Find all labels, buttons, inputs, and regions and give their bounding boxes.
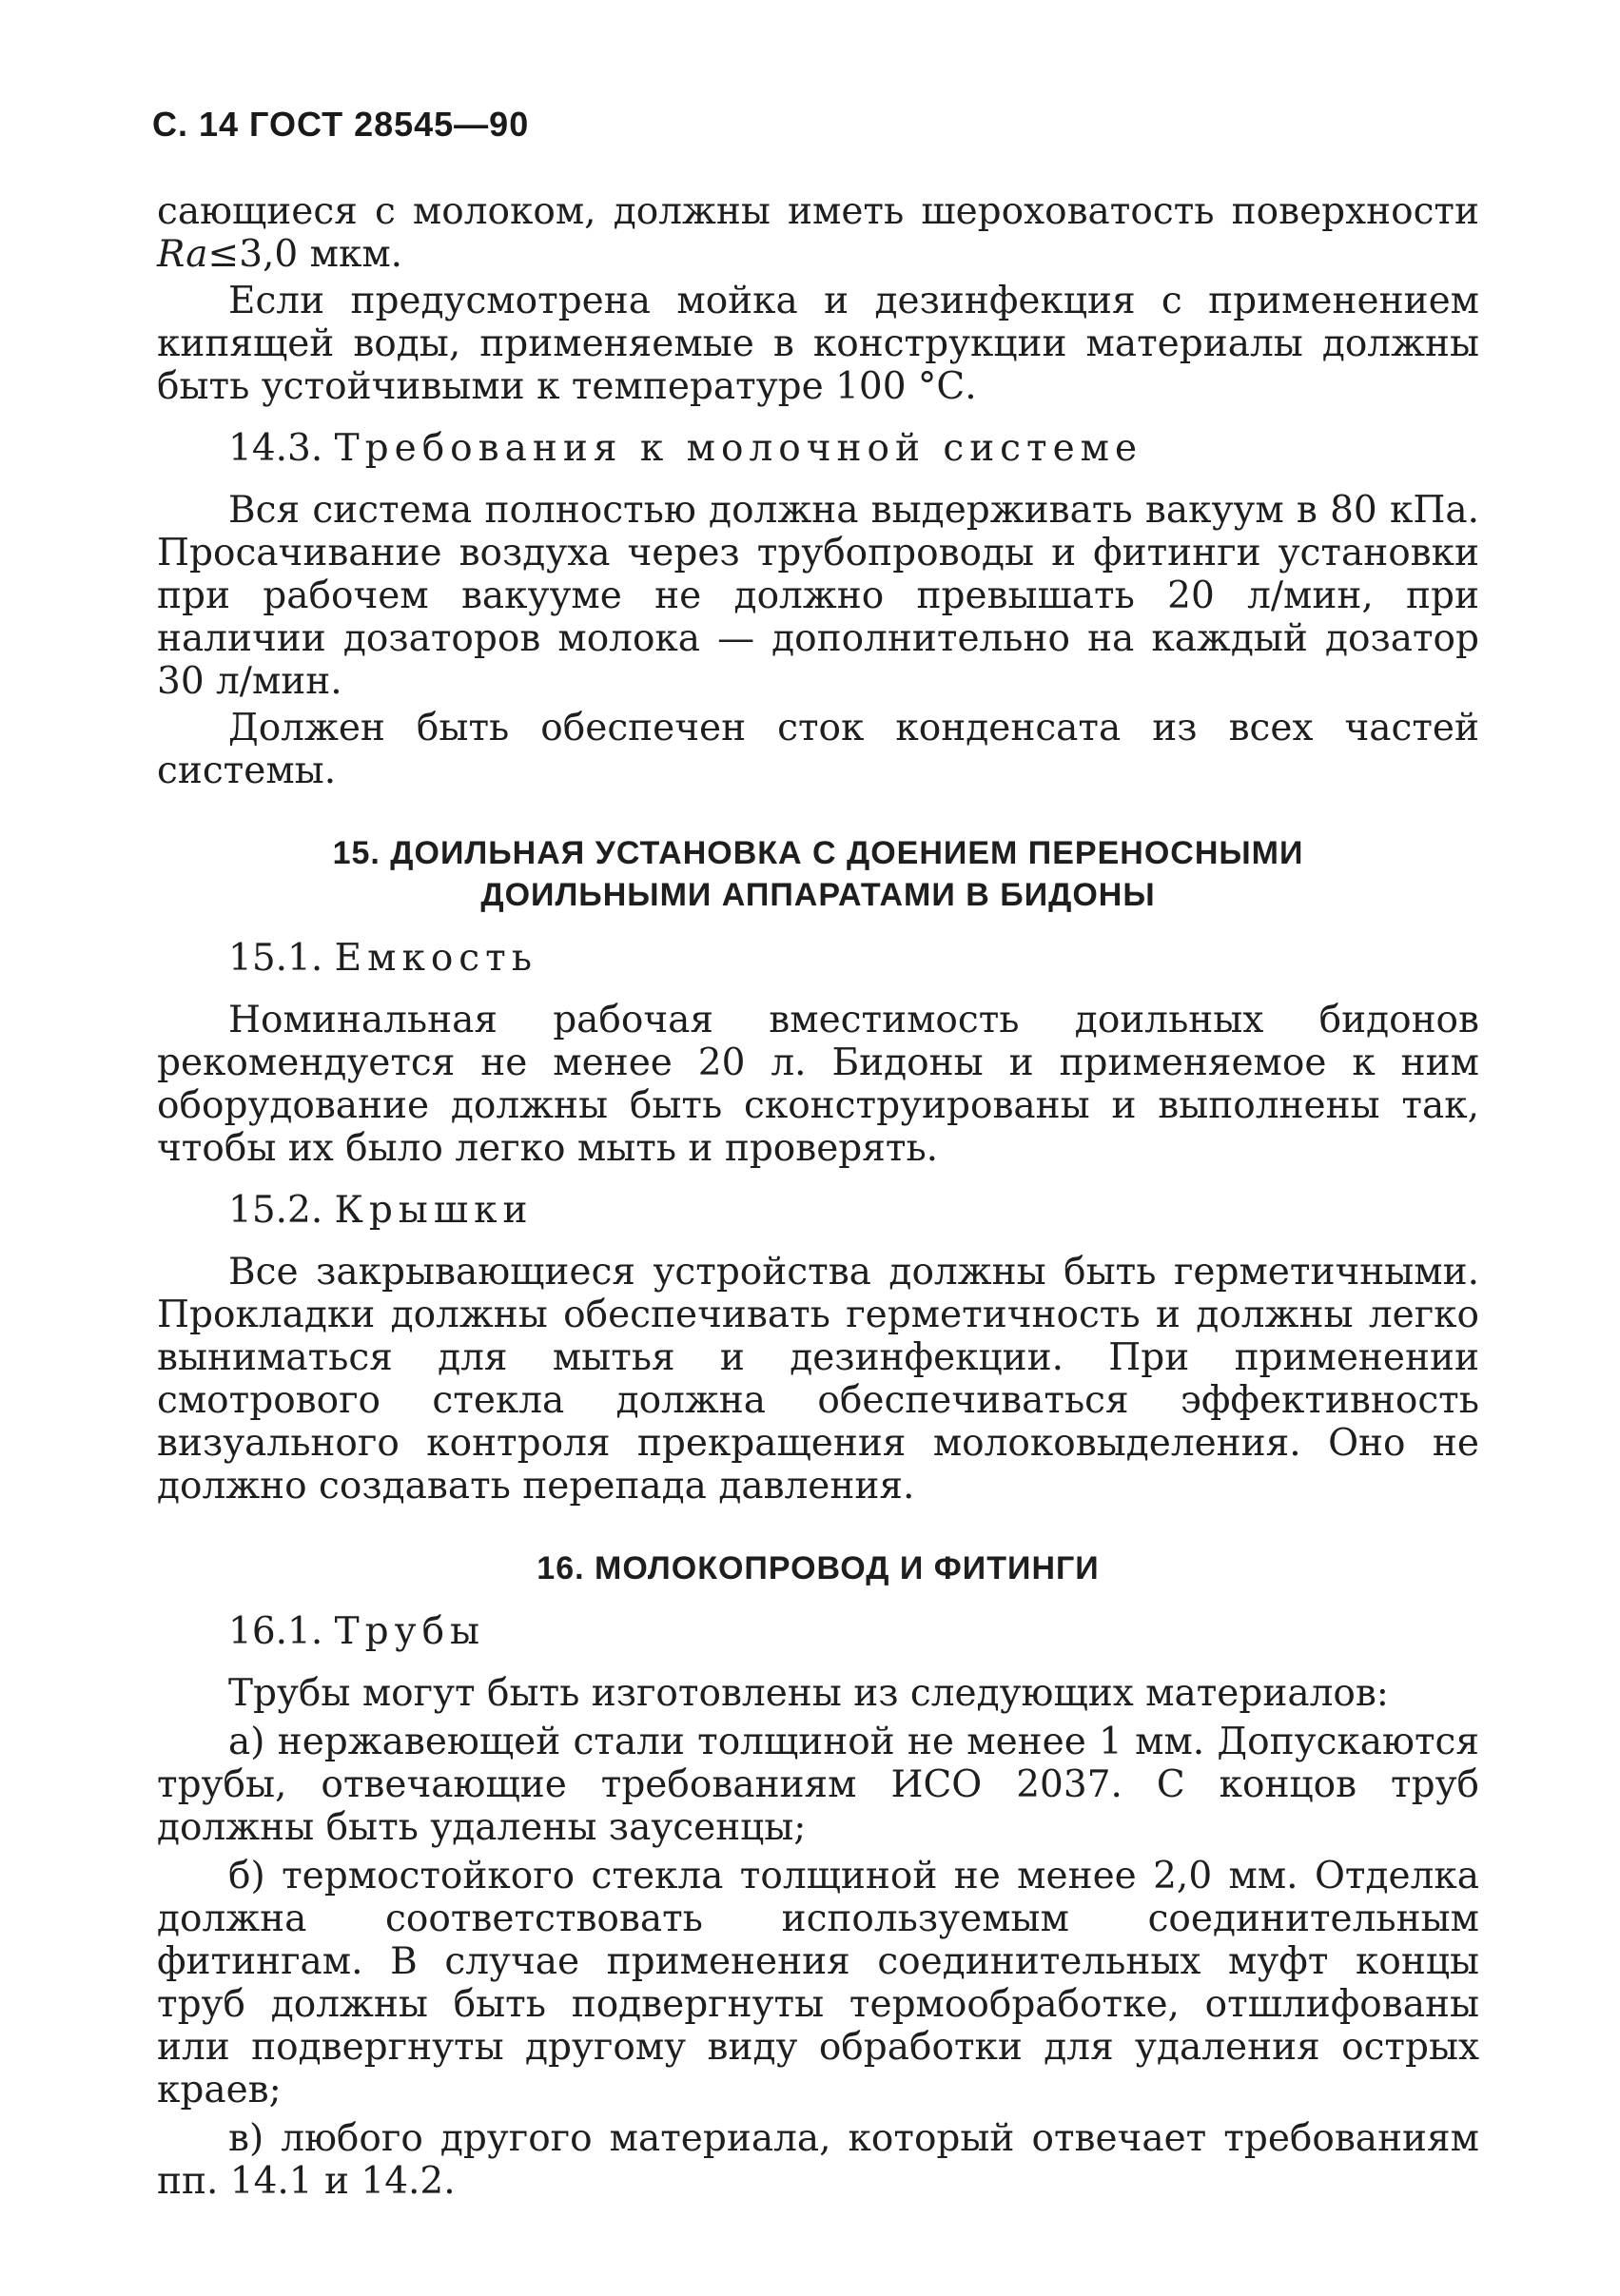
roughness-symbol: Ra <box>157 233 208 276</box>
section-15-heading <box>157 832 1479 916</box>
roughness-value: ≤3,0 мкм. <box>207 233 403 276</box>
subsection-15-1-heading <box>157 937 1479 980</box>
subsection-15-1-title: Емкость <box>334 937 537 980</box>
document-body <box>157 190 1479 2203</box>
subsection-14-3-number: 14.3. <box>228 427 323 470</box>
paragraph-lids: Все закрывающиеся устройства должны быть герметичными. Прокладки должны обеспечивать герметичность и должны легко выниматься для мытья и дезинфекции. При применении смотрового стекла должна обеспечиваться эффективность визуального контроля прекращения молоковыделения. Оно не должно создавать перепада давления. <box>157 1251 1479 1508</box>
list-item-c: в) любого другого материала, который отвечает требованиям пп. 14.1 и 14.2. <box>157 2117 1479 2203</box>
subsection-15-1-number: 15.1. <box>228 937 323 980</box>
section-15-line-2: ДОИЛЬНЫМИ АППАРАТАМИ В БИДОНЫ <box>480 877 1156 913</box>
page-header: С. 14 ГОСТ 28545—90 <box>152 105 530 144</box>
subsection-14-3-title: Требования к молочной системе <box>334 427 1143 470</box>
paragraph-capacity: Номинальная рабочая вместимость доильных бидонов рекомендуется не менее 20 л. Бидоны и применяемое к ним оборудование должны быть сконструированы и выполнены так, чтобы их было легко мыть и проверять. <box>157 999 1479 1170</box>
subsection-15-2-heading <box>157 1189 1479 1232</box>
list-item-b: б) термостойкого стекла толщиной не менее 2,0 мм. Отделка должна соответствовать используемым соединительным фитингам. В случае применения соединительных муфт концы труб должны быть подвергнуты термообработке, отшлифованы или подвергнуты другому виду обработки для удаления острых краев; <box>157 1855 1479 2111</box>
section-16-heading: 16. МОЛОКОПРОВОД И ФИТИНГИ <box>537 1550 1100 1586</box>
paragraph-vacuum: Вся система полностью должна выдерживать вакуум в 80 кПа. Просачивание воздуха через трубопроводы и фитинги установки при рабочем вакууме не должно превышать 20 л/мин, при наличии дозаторов молока — дополнительно на каждый дозатор 30 л/мин. <box>157 489 1479 703</box>
paragraph-condensate: Должен быть обеспечен сток конденсата из всех частей системы. <box>157 707 1479 792</box>
subsection-16-1-heading <box>157 1610 1479 1653</box>
subsection-16-1-number: 16.1. <box>228 1610 323 1653</box>
list-item-a: а) нержавеющей стали толщиной не менее 1 мм. Допускаются трубы, отвечающие требованиям ИСО 2037. С концов труб должны быть удалены заусенцы; <box>157 1721 1479 1849</box>
paragraph-boiling-water: Если предусмотрена мойка и дезинфекция с применением кипящей воды, применяемые в конструкции материалы должны быть устойчивыми к температуре 100 °С. <box>157 280 1479 408</box>
subsection-16-1-title: Трубы <box>334 1610 486 1653</box>
subsection-14-3-heading <box>157 427 1479 470</box>
paragraph-roughness-text: сающиеся с молоком, должны иметь шероховатость поверхности <box>157 190 1479 233</box>
subsection-15-2-title: Крышки <box>334 1189 534 1232</box>
subsection-15-2-number: 15.2. <box>228 1189 323 1232</box>
paragraph-roughness <box>157 190 1479 276</box>
paragraph-pipe-materials: Трубы могут быть изготовлены из следующих материалов: <box>228 1672 1389 1715</box>
section-15-line-1: 15. ДОИЛЬНАЯ УСТАНОВКА С ДОЕНИЕМ ПЕРЕНОСНЫМИ <box>332 835 1304 871</box>
